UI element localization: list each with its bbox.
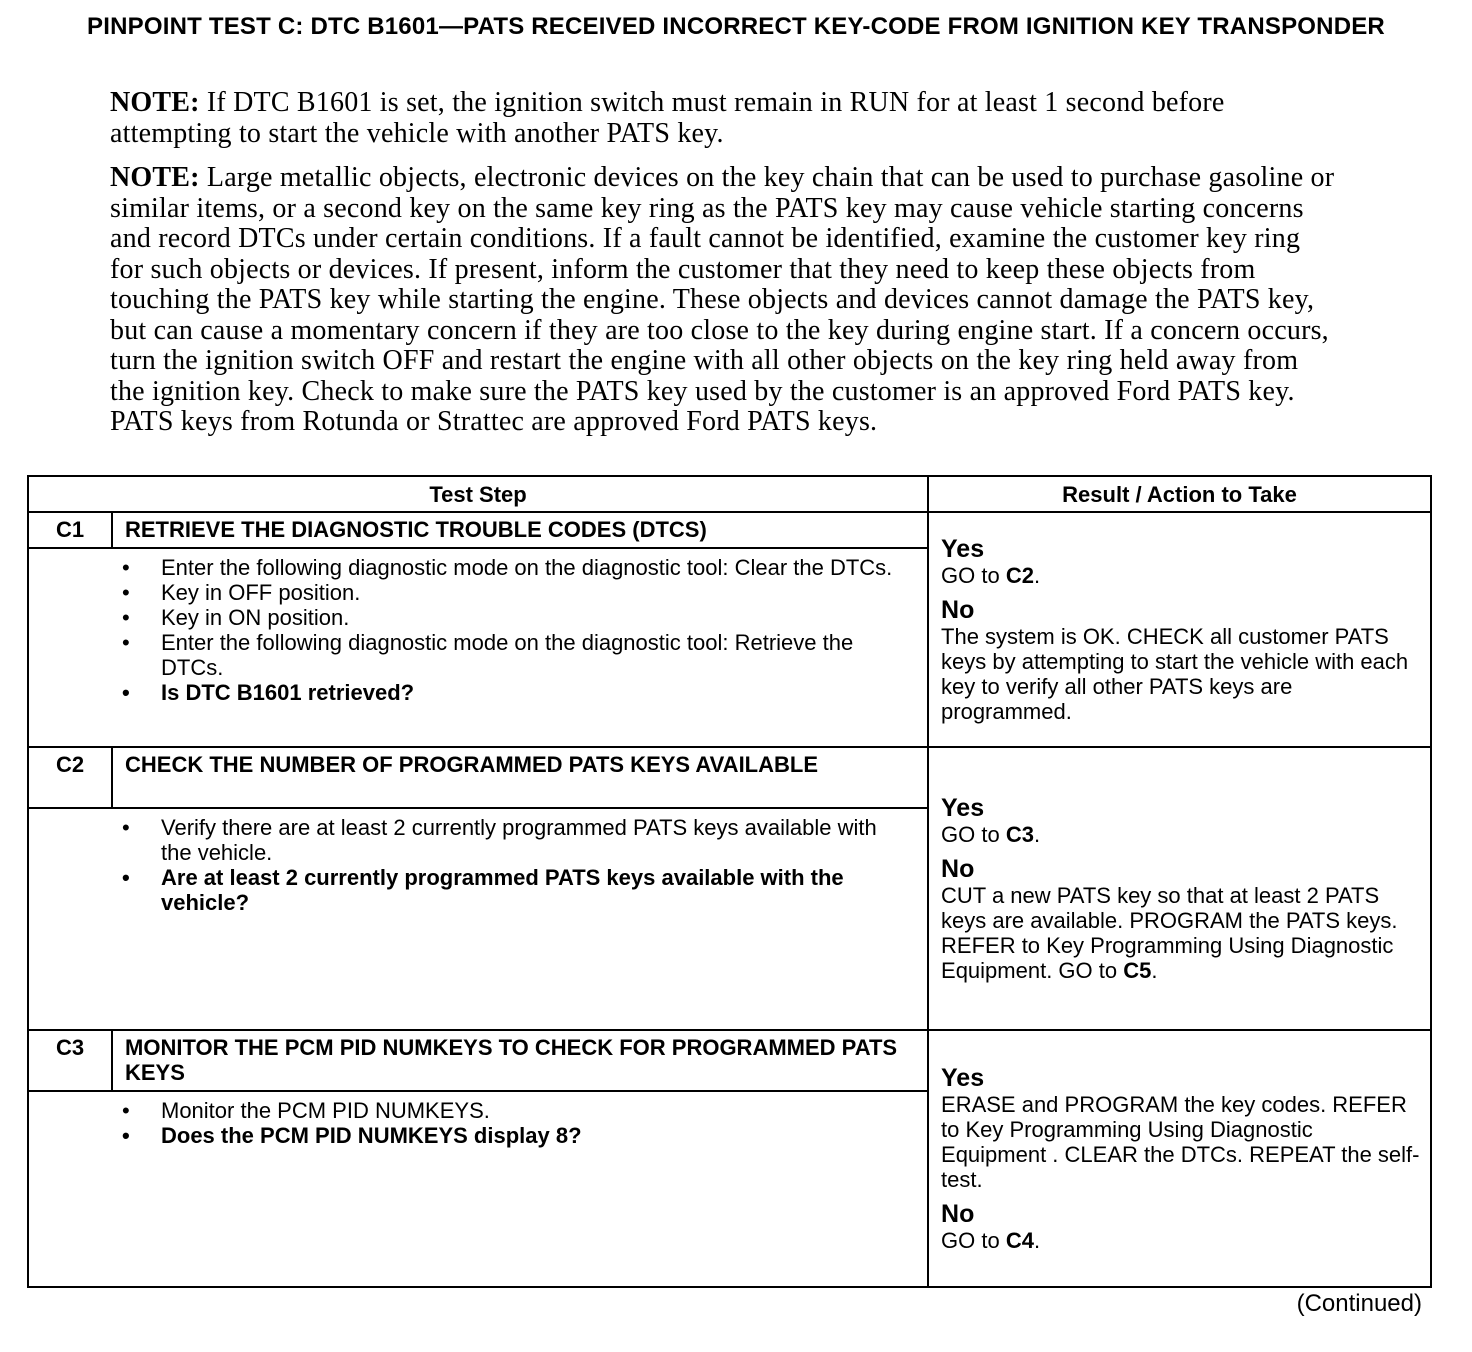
- list-item: • Verify there are at least 2 currently programmed PATS keys available with the vehicle.: [122, 815, 877, 865]
- yes-label: Yes: [941, 794, 985, 822]
- header-test-step: Test Step: [28, 476, 928, 512]
- step-title-row: [28, 512, 1431, 548]
- no-label: No: [941, 596, 975, 624]
- note-label: NOTE:: [110, 87, 200, 118]
- note-run-duration: [110, 88, 1340, 149]
- no-label: No: [941, 855, 975, 883]
- pinpoint-test-table: [27, 475, 1432, 1288]
- header-result-action: Result / Action to Take: [928, 476, 1431, 512]
- step-question: • Does the PCM PID NUMKEYS display 8?: [122, 1123, 582, 1148]
- step-instructions: [28, 548, 928, 747]
- list-item: • Enter the following diagnostic mode on the diagnostic tool: Clear the DTCs.: [122, 555, 893, 580]
- step-question: • Are at least 2 currently programmed PATS keys available with the vehicle?: [122, 865, 844, 915]
- step-title-row: [28, 747, 1431, 808]
- step-id: C1: [28, 512, 112, 548]
- step-result: [928, 512, 1431, 747]
- note-label: NOTE:: [110, 162, 200, 193]
- table-header-row: [28, 476, 1431, 512]
- step-instructions: [28, 1091, 928, 1287]
- list-item: • Enter the following diagnostic mode on the diagnostic tool: Retrieve the DTCs.: [122, 630, 854, 680]
- step-id: C2: [28, 747, 112, 808]
- step-question: • Is DTC B1601 retrieved?: [122, 680, 415, 705]
- page-title: PINPOINT TEST C: DTC B1601—PATS RECEIVED INCORRECT KEY-CODE FROM IGNITION KEY TRANSPONDER: [87, 13, 1385, 40]
- note-text: If DTC B1601 is set, the ignition switch must remain in RUN for at least 1 second before attempting to start the vehicle with another PATS key.: [110, 87, 1225, 149]
- yes-action: GO to C3.: [941, 822, 1041, 847]
- note-text: Large metallic objects, electronic devices on the key chain that can be used to purchase gasoline or similar items, or a second key on the same key ring as the PATS key may cause vehicle starting concerns and record DTCs under certain conditions. If a fault cannot be identified, examine the customer key ring for such objects or devices. If present, inform the customer that they need to keep these objects from touching the PATS key while starting the engine. These objects and devices cannot damage the PATS key, but can cause a momentary concern if they are too close to the key during engine start. If a concern occurs, turn the ignition switch OFF and restart the engine with all other objects on the key ring held away from the ignition key. Check to make sure the PATS key used by the customer is an approved Ford PATS key. PATS keys from Rotunda or Strattec are approved Ford PATS keys.: [110, 162, 1335, 437]
- no-action: GO to C4.: [941, 1228, 1041, 1253]
- step-title: CHECK THE NUMBER OF PROGRAMMED PATS KEYS AVAILABLE: [112, 747, 928, 808]
- yes-label: Yes: [941, 535, 985, 563]
- continued-label: (Continued): [1296, 1290, 1422, 1317]
- yes-action: GO to C2.: [941, 563, 1041, 588]
- step-result: [928, 747, 1431, 1030]
- list-item: • Key in OFF position.: [122, 580, 361, 605]
- step-result: [928, 1030, 1431, 1287]
- no-action: CUT a new PATS key so that at least 2 PATS keys are available. PROGRAM the PATS keys. REFER to Key Programming Using Diagnostic Equipment. GO to C5.: [941, 883, 1398, 983]
- yes-label: Yes: [941, 1064, 985, 1092]
- no-label: No: [941, 1200, 975, 1228]
- step-title: RETRIEVE THE DIAGNOSTIC TROUBLE CODES (DTCS): [112, 512, 928, 548]
- step-instructions: [28, 808, 928, 1030]
- note-key-ring-objects: [110, 163, 1340, 438]
- list-item: • Key in ON position.: [122, 605, 350, 630]
- yes-action: ERASE and PROGRAM the key codes. REFER to Key Programming Using Diagnostic Equipment . CLEAR the DTCs. REPEAT the self-test.: [941, 1092, 1420, 1192]
- step-title-row: [28, 1030, 1431, 1091]
- step-id: C3: [28, 1030, 112, 1091]
- list-item: • Monitor the PCM PID NUMKEYS.: [122, 1098, 490, 1123]
- step-title: MONITOR THE PCM PID NUMKEYS TO CHECK FOR PROGRAMMED PATS KEYS: [112, 1030, 928, 1091]
- no-action: The system is OK. CHECK all customer PATS keys by attempting to start the vehicle with each key to verify all other PATS keys are programmed.: [941, 624, 1409, 724]
